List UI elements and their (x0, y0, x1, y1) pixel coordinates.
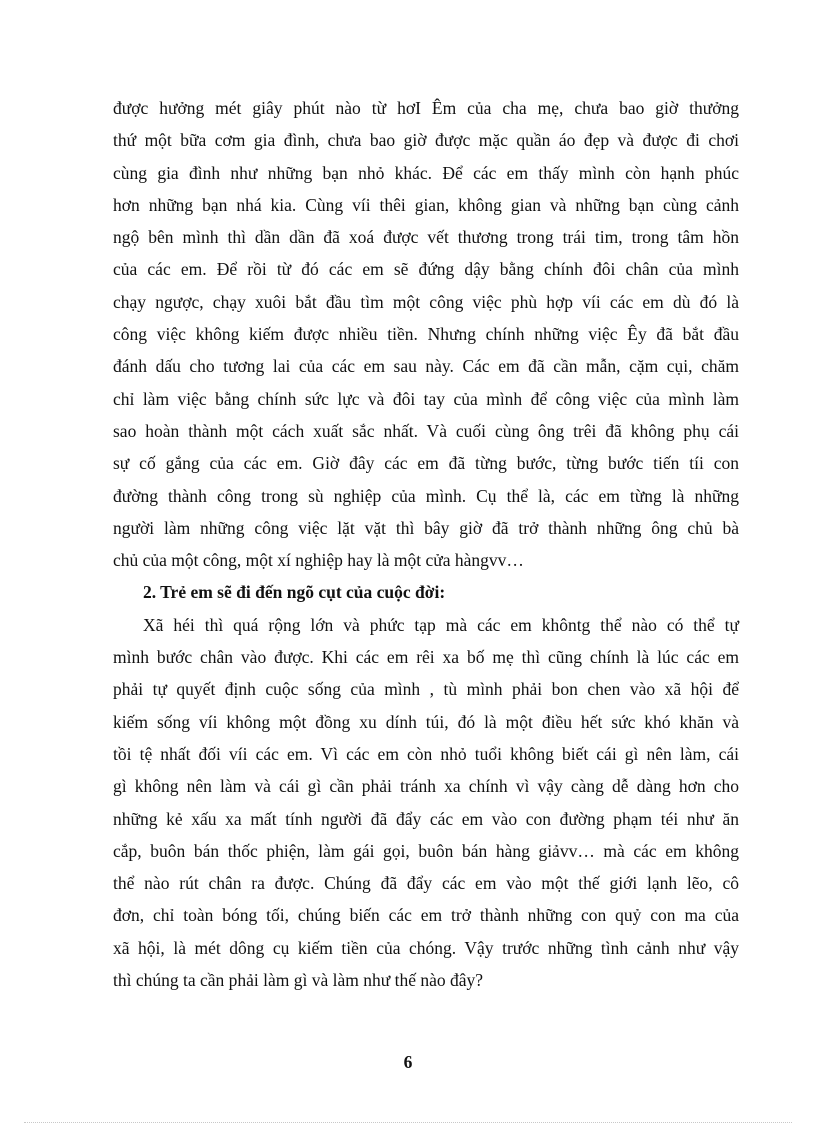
page-number: 6 (403, 1052, 413, 1072)
paragraph-line: đường thành công trong sù nghiệp của mình. Cụ thể là, các em từng là những (113, 485, 739, 506)
paragraph-line: sự cố gắng của các em. Giờ đây các em đã từng bước, từng bước tiến tíi con (113, 453, 739, 474)
paragraph-line: sao hoàn thành một cách xuất sắc nhất. Và cuối cùng ông trêi đã không phụ cái (113, 420, 739, 441)
paragraph-line: kiếm sống víi không một đồng xu dính túi, đó là một điều hết sức khó khăn và (113, 711, 739, 732)
paragraph-line: đánh dấu cho tương lai của các em sau này. Các em đã cần mẫn, cặm cụi, chăm (113, 356, 739, 377)
paragraph-line: cùng gia đình như những bạn nhỏ khác. Để các em thấy mình còn hạnh phúc (113, 162, 739, 183)
paragraph-line: phải tự quyết định cuộc sống của mình , tù mình phải bon chen vào xã hội để (113, 679, 739, 700)
paragraph-1 (113, 92, 739, 576)
paragraph-2 (113, 609, 739, 997)
paragraph-line: công việc không kiếm được nhiều tiền. Nhưng chính những việc Êy đã bắt đầu (113, 324, 739, 345)
section-heading: 2. Trẻ em sẽ đi đến ngõ cụt của cuộc đời: (143, 582, 446, 603)
paragraph-line: chạy ngược, chạy xuôi bắt đầu tìm một công việc phù hợp víi các em dù đó là (113, 291, 739, 312)
paragraph-line: đơn, chỉ toàn bóng tối, chúng biến các em trở thành những con quỷ con ma của (113, 905, 739, 926)
paragraph-line: mình bước chân vào được. Khi các em rêi xa bố mẹ thì cũng chính là lúc các em (113, 647, 739, 668)
paragraph-line: thứ một bữa cơm gia đình, chưa bao giờ được mặc quần áo đẹp và được đi chơi (113, 130, 739, 151)
paragraph-line: tồi tệ nhất đối víi các em. Vì các em còn nhỏ tuổi không biết cái gì nên làm, cái (113, 743, 739, 764)
paragraph-line: của các em. Để rồi từ đó các em sẽ đứng dậy bằng chính đôi chân của mình (113, 259, 739, 280)
paragraph-line: được hưởng mét giây phút nào từ hơI Êm của cha mẹ, chưa bao giờ thưởng (113, 98, 739, 118)
body-text (113, 92, 739, 996)
paragraph-line: chỉ làm việc bằng chính sức lực và đôi tay của mình để công việc của mình làm (113, 388, 739, 409)
paragraph-line: thể nào rút chân ra được. Chúng đã đẩy các em vào một thế giới lạnh lẽo, cô (113, 873, 739, 894)
paragraph-line: Xã héi thì quá rộng lớn và phức tạp mà các em khôntg thể nào có thể tự (143, 614, 739, 635)
paragraph-line: người làm những công việc lặt vặt thì bây giờ đã trở thành những ông chủ bà (113, 517, 739, 538)
paragraph-line: cắp, buôn bán thốc phiện, làm gái gọi, buôn bán hàng giảvv… mà các em không (113, 840, 739, 861)
paragraph-line: thì chúng ta cần phải làm gì và làm như thế nào đây? (113, 970, 484, 991)
paragraph-line: chủ của một công, một xí nghiệp hay là một cửa hàngvv… (113, 550, 524, 571)
paragraph-line: hơn những bạn nhá kia. Cùng víi thêi gian, không gian và những bạn cùng cảnh (113, 194, 739, 215)
paragraph-line: những kẻ xấu xa mất tính người đã đẩy các em vào con đường phạm téi như ăn (113, 808, 739, 829)
paragraph-line: xã hội, là mét dông cụ kiếm tiền của chóng. Vậy trước những tình cảnh như vậy (113, 937, 739, 958)
paragraph-line: ngộ bên mình thì dần dần đã xoá được vết thương trong trái tim, trong tâm hồn (113, 227, 739, 248)
paragraph-line: gì không nên làm và cái gì cần phải tránh xa chính vì vậy càng dễ dàng hơn cho (113, 776, 739, 797)
